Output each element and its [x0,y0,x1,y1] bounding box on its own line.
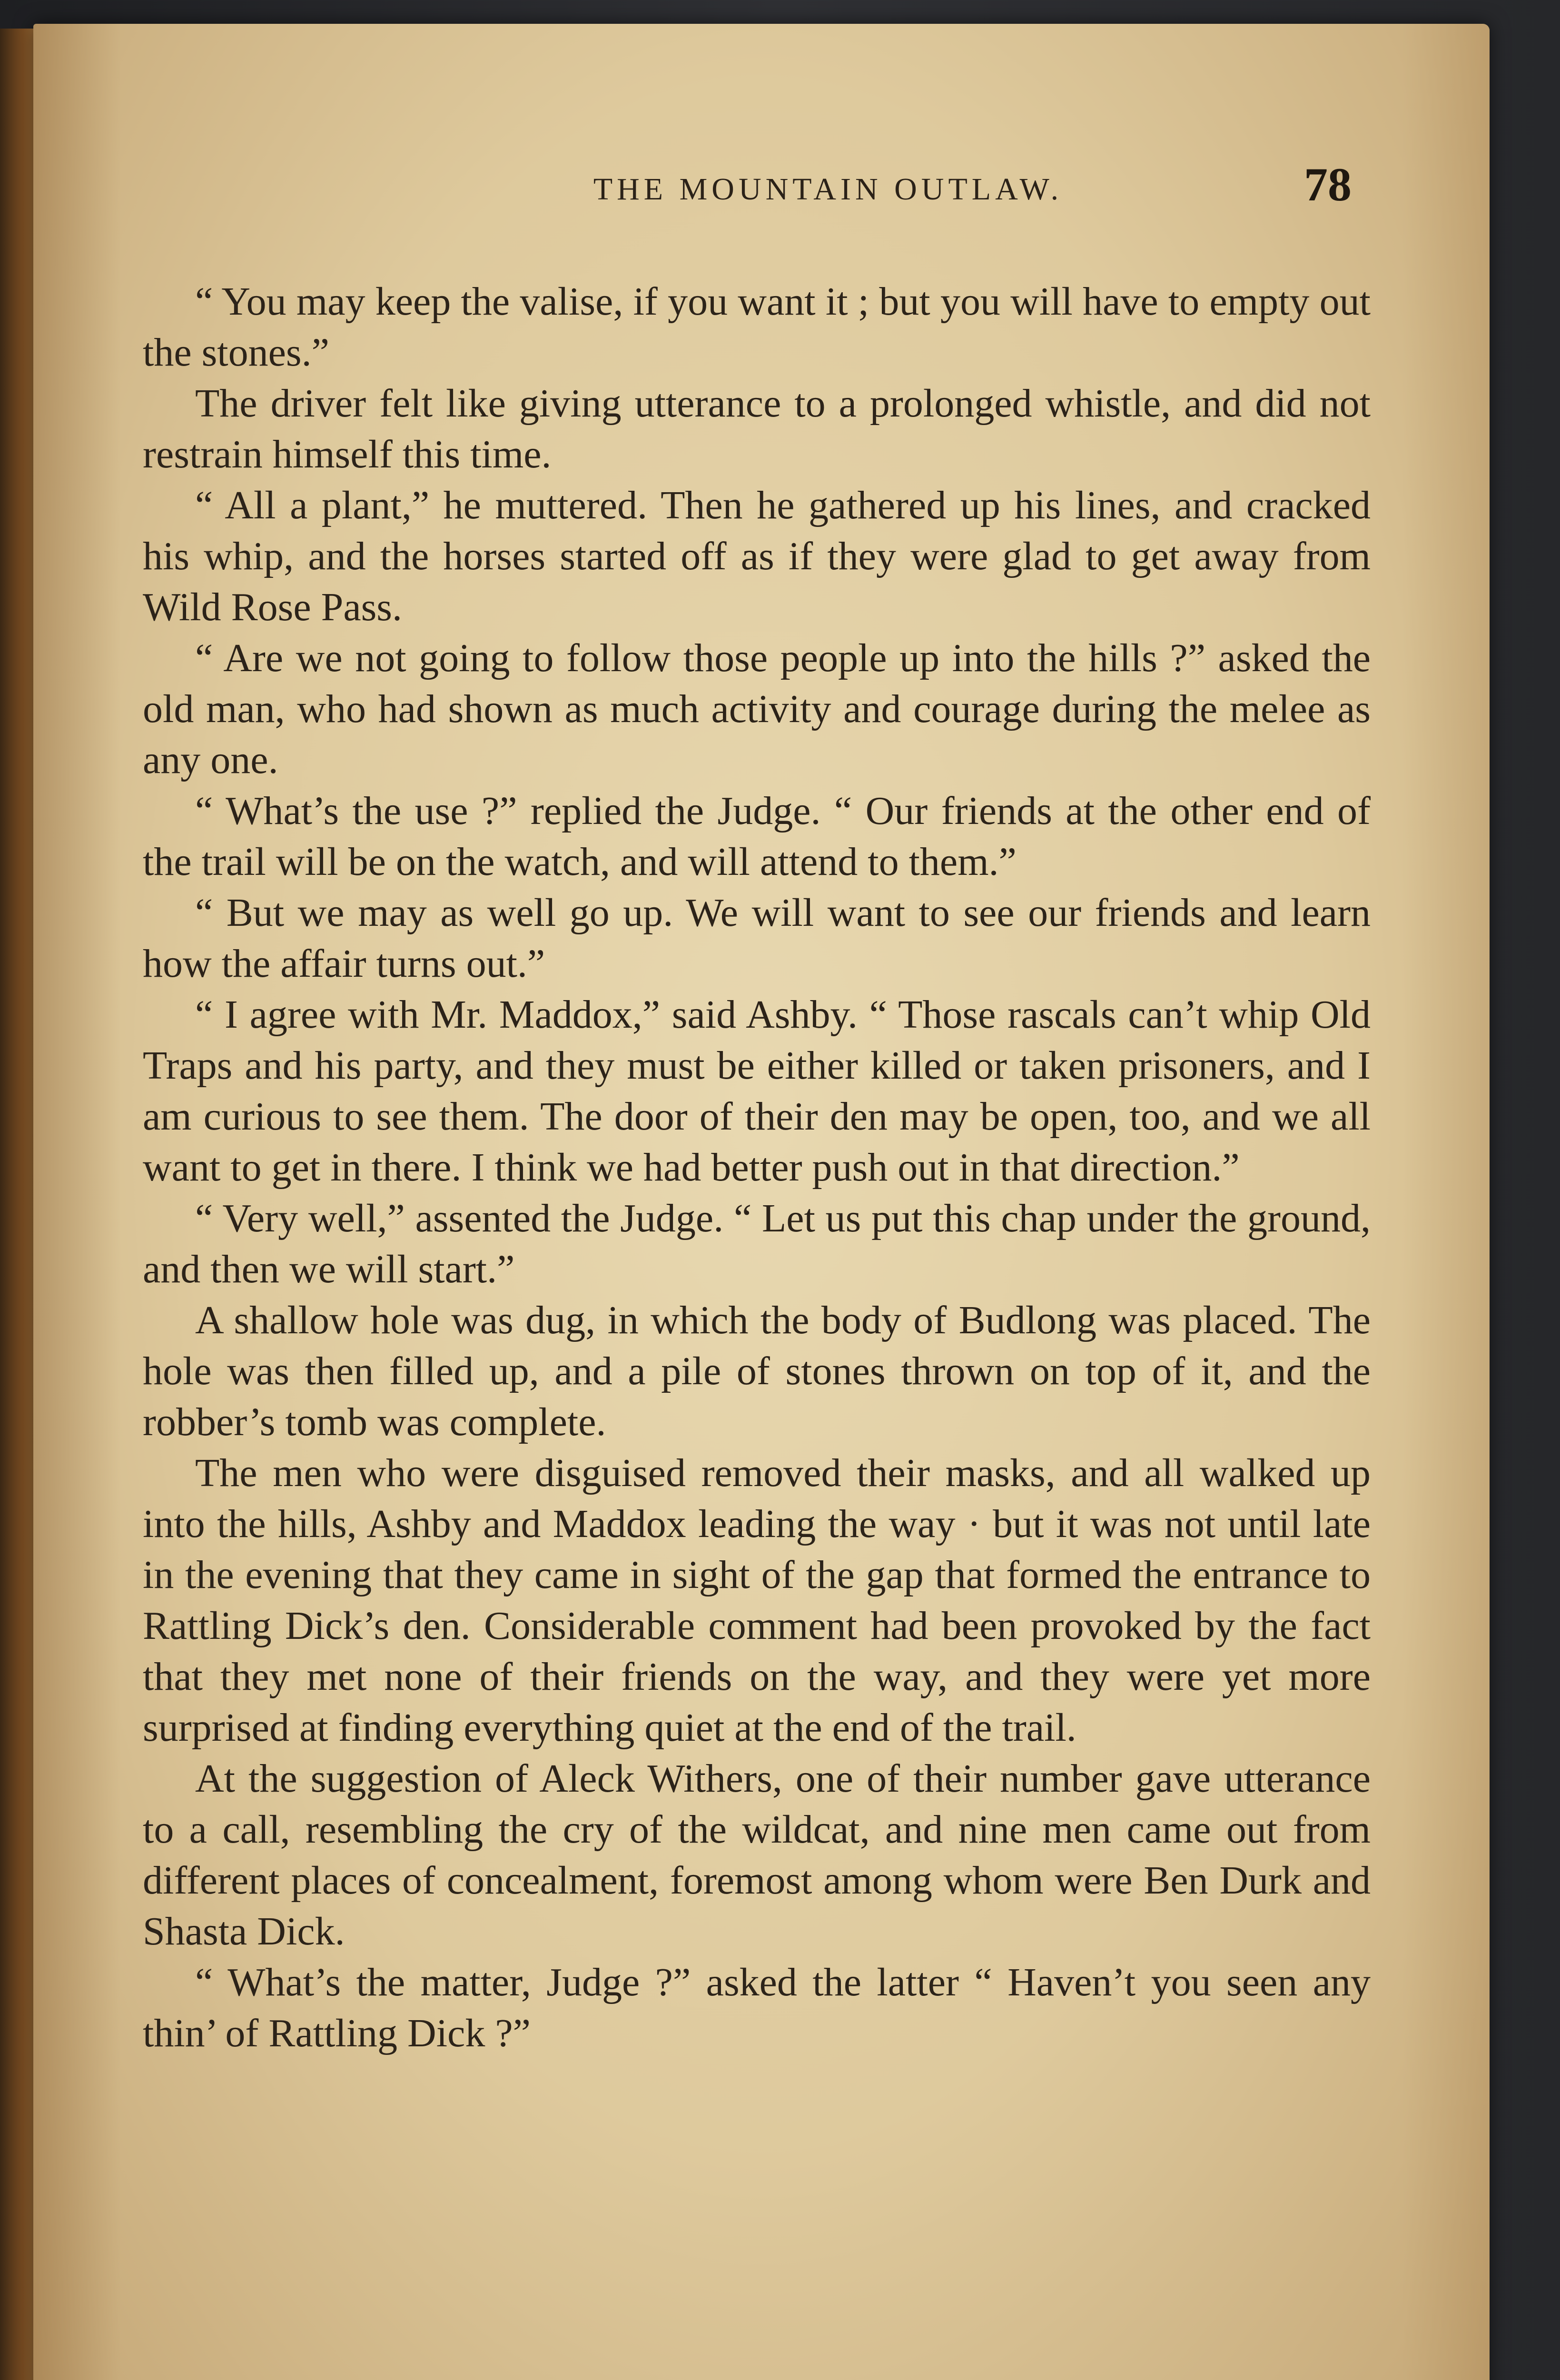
paragraph: At the suggestion of Aleck Withers, one of their number gave utterance to a call, resembling the cry of the wildcat, and nine men came out from different places of concealment, foremost among whom were Ben Durk and Shasta Dick. [143,1756,1371,1954]
text-block [143,276,1371,2059]
paragraph: “ Are we not going to follow those people up into the hills ?” asked the old man, who had shown as much activity and courage during the melee as any one. [143,636,1371,782]
paragraph: “ You may keep the valise, if you want it ; but you will have to empty out the stones.” [143,279,1371,375]
book-page [33,24,1490,2380]
paragraph: “ What’s the use ?” replied the Judge. “ Our friends at the other end of the trail will be on the watch, and will attend to them.” [143,789,1371,884]
paragraph: A shallow hole was dug, in which the body of Budlong was placed. The hole was then filled up, and a pile of stones thrown on top of it, and the robber’s tomb was complete. [143,1298,1371,1444]
paragraph: “ Very well,” assented the Judge. “ Let us put this chap under the ground, and then we will start.” [143,1196,1371,1291]
paragraph: “ I agree with Mr. Maddox,” said Ashby. “ Those rascals can’t whip Old Traps and his party, and they must be either killed or taken prisoners, and I am curious to see them. The door of their den may be open, too, and we all want to get in there. I think we had better push out in that direction.” [143,992,1371,1190]
running-head [33,171,1490,208]
paragraph: The driver felt like giving utterance to a prolonged whistle, and did not restrain himself this time. [143,381,1371,476]
running-title: THE MOUNTAIN OUTLAW. [593,172,1063,207]
paragraph: “ All a plant,” he muttered. Then he gathered up his lines, and cracked his whip, and the horses started off as if they were glad to get away from Wild Rose Pass. [143,483,1371,629]
paragraph: “ What’s the matter, Judge ?” asked the latter “ Haven’t you seen any thin’ of Rattling Dick ?” [143,1960,1371,2055]
page-number: 78 [1304,158,1352,211]
paragraph: The men who were disguised removed their masks, and all walked up into the hills, Ashby and Maddox leading the way · but it was not until late in the evening that they came in sight of the gap that formed the entrance to Rattling Dick’s den. Considerable comment had been provoked by the fact that they met none of their friends on the way, and they were yet more surprised at finding everything quiet at the end of the trail. [143,1451,1371,1750]
paragraph: “ But we may as well go up. We will want to see our friends and learn how the affair turns out.” [143,891,1371,986]
